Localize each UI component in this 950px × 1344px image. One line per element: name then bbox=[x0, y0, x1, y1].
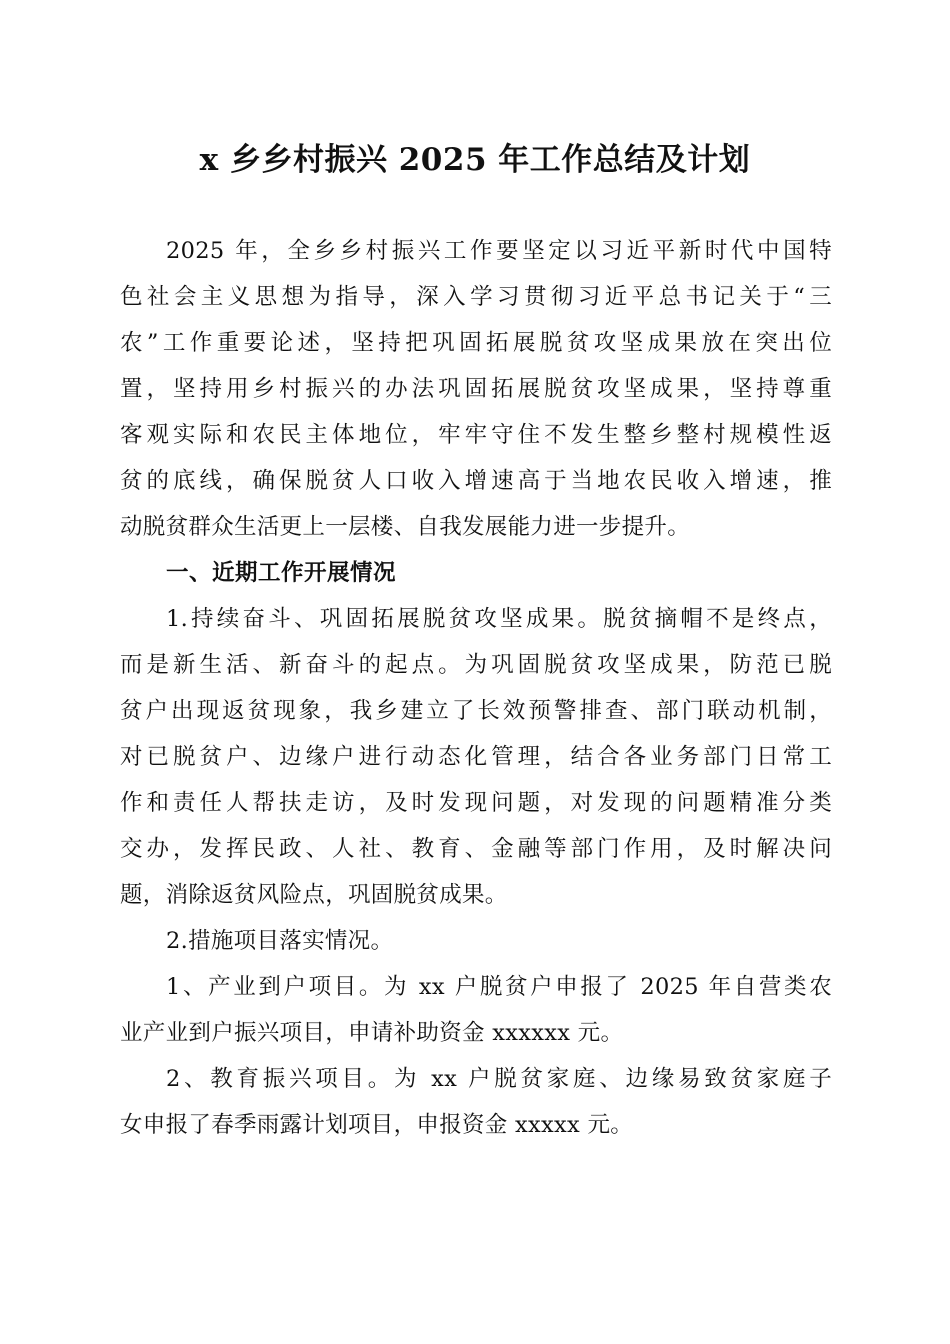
paragraph-line: 对已脱贫户、边缘户进行动态化管理，结合各业务部门日常工 bbox=[120, 744, 832, 770]
paragraph-line: 作和责任人帮扶走访，及时发现问题，对发现的问题精准分类 bbox=[120, 790, 832, 816]
paragraph-line: 交办，发挥民政、人社、教育、金融等部门作用，及时解决问 bbox=[120, 836, 832, 862]
paragraph-line: 2.措施项目落实情况。 bbox=[166, 928, 394, 954]
section-heading: 一、近期工作开展情况 bbox=[166, 560, 397, 586]
paragraph-line: 题，消除返贫风险点，巩固脱贫成果。 bbox=[120, 882, 508, 908]
paragraph-line: 女申报了春季雨露计划项目，申报资金 xxxxx 元。 bbox=[120, 1112, 634, 1138]
paragraph-line: 农”工作重要论述，坚持把巩固拓展脱贫攻坚成果放在突出位 bbox=[120, 330, 832, 356]
paragraph-line: 动脱贫群众生活更上一层楼、自我发展能力进一步提升。 bbox=[120, 514, 691, 540]
paragraph-line: 色社会主义思想为指导，深入学习贯彻习近平总书记关于“三 bbox=[120, 284, 832, 310]
paragraph-line: 2025 年，全乡乡村振兴工作要坚定以习近平新时代中国特 bbox=[166, 238, 832, 264]
paragraph-line: 贫户出现返贫现象，我乡建立了长效预警排查、部门联动机制， bbox=[120, 698, 832, 724]
paragraph-line: 2、教育振兴项目。为 xx 户脱贫家庭、边缘易致贫家庭子 bbox=[166, 1066, 832, 1092]
paragraph-line: 1、产业到户项目。为 xx 户脱贫户申报了 2025 年自营类农 bbox=[166, 974, 832, 1000]
document-title: x 乡乡村振兴 2025 年工作总结及计划 bbox=[199, 142, 751, 178]
paragraph-line: 贫的底线，确保脱贫人口收入增速高于当地农民收入增速，推 bbox=[120, 468, 832, 494]
paragraph-line: 1.持续奋斗、巩固拓展脱贫攻坚成果。脱贫摘帽不是终点， bbox=[166, 606, 832, 632]
paragraph-line: 客观实际和农民主体地位，牢牢守住不发生整乡整村规模性返 bbox=[120, 422, 832, 448]
document-body bbox=[120, 228, 832, 1148]
paragraph-line: 业产业到户振兴项目，申请补助资金 xxxxxx 元。 bbox=[120, 1020, 624, 1046]
paragraph-line: 置，坚持用乡村振兴的办法巩固拓展脱贫攻坚成果，坚持尊重 bbox=[120, 376, 832, 402]
paragraph-line: 而是新生活、新奋斗的起点。为巩固脱贫攻坚成果，防范已脱 bbox=[120, 652, 832, 678]
